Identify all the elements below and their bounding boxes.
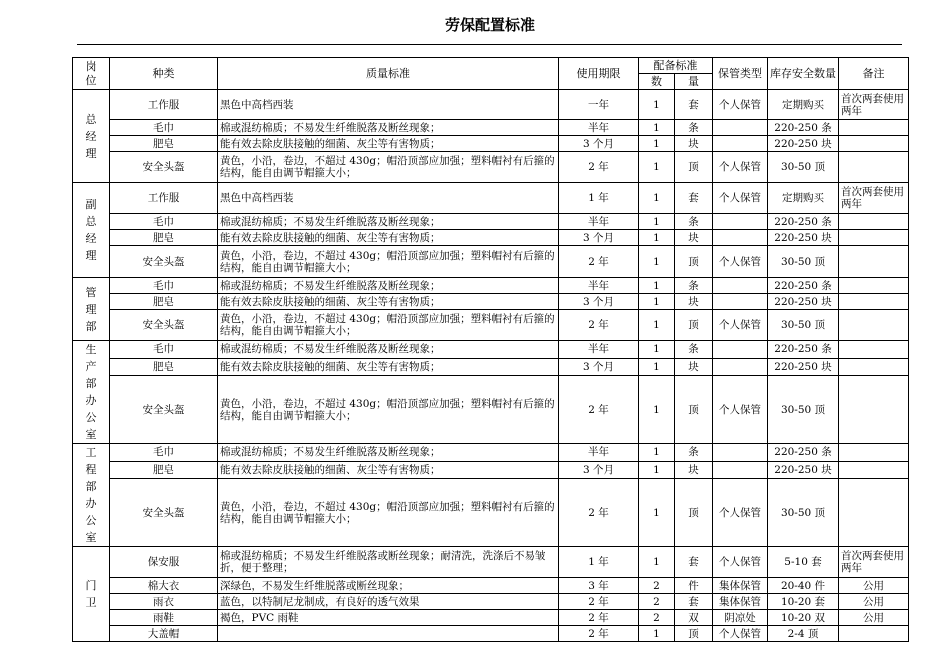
stock-cell: 2-4 顶 bbox=[768, 626, 839, 642]
period-cell: 一年 bbox=[559, 90, 639, 120]
post-char: 部 bbox=[85, 377, 97, 390]
post-cell bbox=[73, 547, 110, 642]
table-row bbox=[73, 310, 909, 341]
storage-cell bbox=[713, 136, 768, 152]
storage-cell bbox=[713, 278, 768, 294]
header-unit: 量 bbox=[675, 74, 713, 90]
unit-cell: 条 bbox=[675, 214, 713, 230]
table-row bbox=[73, 136, 909, 152]
remark-cell bbox=[839, 294, 909, 310]
stock-cell: 30-50 顶 bbox=[768, 152, 839, 183]
storage-cell: 个人保管 bbox=[713, 376, 768, 444]
quality-cell: 能有效去除皮肤接触的细菌、灰尘等有害物质； bbox=[218, 358, 559, 376]
qty-cell: 1 bbox=[639, 358, 675, 376]
header-stock: 库存安全数量 bbox=[768, 58, 839, 90]
remark-cell bbox=[839, 214, 909, 230]
storage-cell bbox=[713, 444, 768, 462]
qty-cell: 1 bbox=[639, 376, 675, 444]
table-row bbox=[73, 183, 909, 214]
stock-cell: 20-40 件 bbox=[768, 578, 839, 594]
unit-cell: 顶 bbox=[675, 152, 713, 183]
storage-cell: 个人保管 bbox=[713, 479, 768, 547]
type-cell: 毛巾 bbox=[110, 120, 218, 136]
stock-cell: 5-10 套 bbox=[768, 547, 839, 578]
unit-cell: 套 bbox=[675, 547, 713, 578]
type-cell: 安全头盔 bbox=[110, 152, 218, 183]
storage-cell: 个人保管 bbox=[713, 90, 768, 120]
unit-cell: 块 bbox=[675, 461, 713, 479]
qty-cell: 1 bbox=[639, 90, 675, 120]
stock-cell: 30-50 顶 bbox=[768, 479, 839, 547]
post-cell bbox=[73, 183, 110, 278]
storage-cell: 集体保管 bbox=[713, 594, 768, 610]
post-cell bbox=[73, 90, 110, 183]
post-char: 卫 bbox=[85, 596, 97, 609]
title-rule bbox=[77, 44, 902, 45]
post-cell bbox=[73, 341, 110, 444]
type-cell: 毛巾 bbox=[110, 278, 218, 294]
stock-cell: 10-20 套 bbox=[768, 594, 839, 610]
quality-cell: 棉或混纺棉质；不易发生纤维脱落及断丝现象； bbox=[218, 444, 559, 462]
post-char: 室 bbox=[85, 531, 97, 544]
stock-cell: 220-250 条 bbox=[768, 214, 839, 230]
quality-cell: 深绿色，不易发生纤维脱落或断丝现象； bbox=[218, 578, 559, 594]
table-row bbox=[73, 246, 909, 278]
qty-cell: 2 bbox=[639, 610, 675, 626]
table-row bbox=[73, 594, 909, 610]
storage-cell: 个人保管 bbox=[713, 310, 768, 341]
post-char: 总 bbox=[85, 215, 97, 228]
qty-cell: 1 bbox=[639, 310, 675, 341]
stock-cell: 220-250 块 bbox=[768, 358, 839, 376]
table-row bbox=[73, 578, 909, 594]
period-cell: 2 年 bbox=[559, 376, 639, 444]
stock-cell: 220-250 条 bbox=[768, 120, 839, 136]
table-row bbox=[73, 479, 909, 547]
qty-cell: 1 bbox=[639, 136, 675, 152]
stock-cell: 30-50 顶 bbox=[768, 310, 839, 341]
period-cell: 2 年 bbox=[559, 479, 639, 547]
table-body bbox=[73, 58, 909, 642]
qty-cell: 1 bbox=[639, 230, 675, 246]
header-type: 种类 bbox=[110, 58, 218, 90]
remark-cell: 公用 bbox=[839, 594, 909, 610]
table-row bbox=[73, 90, 909, 120]
post-char: 门 bbox=[85, 579, 97, 592]
storage-cell: 个人保管 bbox=[713, 152, 768, 183]
period-cell: 3 个月 bbox=[559, 461, 639, 479]
header-remark: 备注 bbox=[839, 58, 909, 90]
qty-cell: 1 bbox=[639, 214, 675, 230]
type-cell: 大盖帽 bbox=[110, 626, 218, 642]
period-cell: 3 个月 bbox=[559, 358, 639, 376]
period-cell: 2 年 bbox=[559, 246, 639, 278]
type-cell: 保安服 bbox=[110, 547, 218, 578]
unit-cell: 条 bbox=[675, 278, 713, 294]
remark-cell bbox=[839, 376, 909, 444]
stock-cell: 220-250 块 bbox=[768, 294, 839, 310]
header-allocation: 配备标准 bbox=[639, 58, 713, 74]
remark-cell: 首次两套使用两年 bbox=[839, 547, 909, 578]
period-cell: 1 年 bbox=[559, 183, 639, 214]
quality-cell: 棉或混纺棉质；不易发生纤维脱落及断丝现象； bbox=[218, 120, 559, 136]
unit-cell: 套 bbox=[675, 594, 713, 610]
post-char: 部 bbox=[85, 319, 97, 333]
period-cell: 2 年 bbox=[559, 594, 639, 610]
unit-cell: 顶 bbox=[675, 626, 713, 642]
remark-cell bbox=[839, 152, 909, 183]
remark-cell: 公用 bbox=[839, 578, 909, 594]
post-char: 理 bbox=[85, 302, 97, 316]
post-char: 生 bbox=[85, 343, 97, 356]
table-row bbox=[73, 294, 909, 310]
header-post bbox=[73, 58, 110, 90]
table-row bbox=[73, 358, 909, 376]
post-char: 总 bbox=[85, 112, 97, 126]
period-cell: 3 个月 bbox=[559, 136, 639, 152]
table-row bbox=[73, 444, 909, 462]
qty-cell: 1 bbox=[639, 152, 675, 183]
page-title: 劳保配置标准 bbox=[444, 16, 535, 34]
storage-cell: 个人保管 bbox=[713, 246, 768, 278]
table-row bbox=[73, 610, 909, 626]
storage-cell bbox=[713, 230, 768, 246]
remark-cell: 公用 bbox=[839, 610, 909, 626]
table-row bbox=[73, 230, 909, 246]
storage-cell: 个人保管 bbox=[713, 626, 768, 642]
period-cell: 2 年 bbox=[559, 152, 639, 183]
type-cell: 工作服 bbox=[110, 183, 218, 214]
header-post-char: 位 bbox=[85, 73, 97, 87]
quality-cell: 黄色，小沿，卷边，不超过 430g；帽沿顶部应加强；塑料帽衬有后箍的结构，能自由调节帽箍大小； bbox=[218, 246, 559, 278]
period-cell: 半年 bbox=[559, 214, 639, 230]
stock-cell: 220-250 块 bbox=[768, 461, 839, 479]
qty-cell: 1 bbox=[639, 278, 675, 294]
stock-cell: 30-50 顶 bbox=[768, 376, 839, 444]
storage-cell bbox=[713, 214, 768, 230]
unit-cell: 套 bbox=[675, 183, 713, 214]
stock-cell: 定期购买 bbox=[768, 90, 839, 120]
table-row bbox=[73, 376, 909, 444]
quality-cell: 棉或混纺棉质；不易发生纤维脱落及断丝现象； bbox=[218, 341, 559, 359]
remark-cell bbox=[839, 246, 909, 278]
storage-cell bbox=[713, 294, 768, 310]
quality-cell: 黄色，小沿，卷边，不超过 430g；帽沿顶部应加强；塑料帽衬有后箍的结构，能自由调节帽箍大小； bbox=[218, 479, 559, 547]
type-cell: 雨鞋 bbox=[110, 610, 218, 626]
period-cell: 半年 bbox=[559, 444, 639, 462]
qty-cell: 1 bbox=[639, 626, 675, 642]
stock-cell: 30-50 顶 bbox=[768, 246, 839, 278]
qty-cell: 1 bbox=[639, 461, 675, 479]
storage-cell: 集体保管 bbox=[713, 578, 768, 594]
remark-cell bbox=[839, 310, 909, 341]
type-cell: 雨衣 bbox=[110, 594, 218, 610]
table-row bbox=[73, 278, 909, 294]
post-char: 经 bbox=[85, 129, 97, 143]
period-cell: 半年 bbox=[559, 120, 639, 136]
unit-cell: 块 bbox=[675, 358, 713, 376]
type-cell: 安全头盔 bbox=[110, 310, 218, 341]
unit-cell: 块 bbox=[675, 294, 713, 310]
remark-cell bbox=[839, 479, 909, 547]
header-quality: 质量标准 bbox=[218, 58, 559, 90]
quality-cell: 能有效去除皮肤接触的细菌、灰尘等有害物质； bbox=[218, 230, 559, 246]
remark-cell bbox=[839, 444, 909, 462]
stock-cell: 220-250 块 bbox=[768, 230, 839, 246]
qty-cell: 1 bbox=[639, 294, 675, 310]
post-char: 副 bbox=[85, 198, 97, 211]
equipment-table bbox=[72, 57, 909, 642]
storage-cell bbox=[713, 358, 768, 376]
post-char: 部 bbox=[85, 480, 97, 493]
post-cell bbox=[73, 278, 110, 341]
remark-cell bbox=[839, 278, 909, 294]
quality-cell: 黄色，小沿，卷边，不超过 430g；帽沿顶部应加强；塑料帽衬有后箍的结构，能自由调节帽箍大小； bbox=[218, 152, 559, 183]
type-cell: 棉大衣 bbox=[110, 578, 218, 594]
quality-cell: 能有效去除皮肤接触的细菌、灰尘等有害物质； bbox=[218, 461, 559, 479]
quality-cell: 黄色，小沿，卷边，不超过 430g；帽沿顶部应加强；塑料帽衬有后箍的结构，能自由调节帽箍大小； bbox=[218, 376, 559, 444]
remark-cell bbox=[839, 626, 909, 642]
remark-cell bbox=[839, 136, 909, 152]
post-char: 室 bbox=[85, 428, 97, 441]
quality-cell: 褐色，PVC 雨鞋 bbox=[218, 610, 559, 626]
table-row bbox=[73, 341, 909, 359]
stock-cell: 220-250 条 bbox=[768, 278, 839, 294]
type-cell: 毛巾 bbox=[110, 444, 218, 462]
unit-cell: 块 bbox=[675, 136, 713, 152]
type-cell: 肥皂 bbox=[110, 294, 218, 310]
type-cell: 肥皂 bbox=[110, 358, 218, 376]
remark-cell bbox=[839, 358, 909, 376]
qty-cell: 1 bbox=[639, 479, 675, 547]
header-post-char: 岗 bbox=[85, 59, 97, 73]
table-row bbox=[73, 214, 909, 230]
period-cell: 3 个月 bbox=[559, 230, 639, 246]
post-char: 管 bbox=[85, 285, 97, 299]
type-cell: 安全头盔 bbox=[110, 246, 218, 278]
qty-cell: 2 bbox=[639, 594, 675, 610]
period-cell: 2 年 bbox=[559, 610, 639, 626]
header-storage: 保管类型 bbox=[713, 58, 768, 90]
type-cell: 肥皂 bbox=[110, 461, 218, 479]
quality-cell: 黄色，小沿，卷边，不超过 430g；帽沿顶部应加强；塑料帽衬有后箍的结构，能自由调节帽箍大小； bbox=[218, 310, 559, 341]
type-cell: 安全头盔 bbox=[110, 479, 218, 547]
post-cell bbox=[73, 444, 110, 547]
stock-cell: 10-20 双 bbox=[768, 610, 839, 626]
post-char: 理 bbox=[85, 146, 97, 160]
qty-cell: 1 bbox=[639, 183, 675, 214]
storage-cell: 个人保管 bbox=[713, 547, 768, 578]
remark-cell bbox=[839, 341, 909, 359]
quality-cell bbox=[218, 626, 559, 642]
remark-cell: 首次两套使用两年 bbox=[839, 183, 909, 214]
table-row bbox=[73, 120, 909, 136]
quality-cell: 能有效去除皮肤接触的细菌、灰尘等有害物质； bbox=[218, 294, 559, 310]
unit-cell: 双 bbox=[675, 610, 713, 626]
period-cell: 1 年 bbox=[559, 547, 639, 578]
stock-cell: 220-250 块 bbox=[768, 136, 839, 152]
remark-cell bbox=[839, 461, 909, 479]
storage-cell: 个人保管 bbox=[713, 183, 768, 214]
remark-cell bbox=[839, 120, 909, 136]
table-row bbox=[73, 626, 909, 642]
qty-cell: 2 bbox=[639, 578, 675, 594]
storage-cell bbox=[713, 120, 768, 136]
qty-cell: 1 bbox=[639, 444, 675, 462]
quality-cell: 蓝色，以特制尼龙制成，有良好的透气效果 bbox=[218, 594, 559, 610]
post-char: 公 bbox=[85, 514, 97, 527]
remark-cell bbox=[839, 230, 909, 246]
table-row bbox=[73, 547, 909, 578]
quality-cell: 黑色中高档西装 bbox=[218, 90, 559, 120]
quality-cell: 棉或混纺棉质；不易发生纤维脱落及断丝现象； bbox=[218, 278, 559, 294]
post-char: 产 bbox=[85, 360, 97, 373]
qty-cell: 1 bbox=[639, 246, 675, 278]
unit-cell: 条 bbox=[675, 120, 713, 136]
type-cell: 肥皂 bbox=[110, 230, 218, 246]
stock-cell: 220-250 条 bbox=[768, 341, 839, 359]
remark-cell: 首次两套使用两年 bbox=[839, 90, 909, 120]
period-cell: 3 个月 bbox=[559, 294, 639, 310]
post-char: 经 bbox=[85, 232, 97, 245]
post-char: 办 bbox=[85, 394, 97, 407]
qty-cell: 1 bbox=[639, 120, 675, 136]
period-cell: 3 年 bbox=[559, 578, 639, 594]
quality-cell: 棉或混纺棉质；不易发生纤维脱落及断丝现象； bbox=[218, 214, 559, 230]
header-period: 使用期限 bbox=[559, 58, 639, 90]
post-char: 理 bbox=[85, 249, 97, 262]
period-cell: 2 年 bbox=[559, 626, 639, 642]
unit-cell: 顶 bbox=[675, 479, 713, 547]
type-cell: 毛巾 bbox=[110, 341, 218, 359]
unit-cell: 件 bbox=[675, 578, 713, 594]
unit-cell: 套 bbox=[675, 90, 713, 120]
type-cell: 工作服 bbox=[110, 90, 218, 120]
type-cell: 毛巾 bbox=[110, 214, 218, 230]
quality-cell: 黑色中高档西装 bbox=[218, 183, 559, 214]
quality-cell: 棉或混纺棉质；不易发生纤维脱落或断丝现象；耐清洗，洗涤后不易皱折，便于整理； bbox=[218, 547, 559, 578]
qty-cell: 1 bbox=[639, 547, 675, 578]
unit-cell: 顶 bbox=[675, 246, 713, 278]
unit-cell: 顶 bbox=[675, 376, 713, 444]
storage-cell: 阴凉处 bbox=[713, 610, 768, 626]
period-cell: 半年 bbox=[559, 278, 639, 294]
unit-cell: 块 bbox=[675, 230, 713, 246]
unit-cell: 顶 bbox=[675, 310, 713, 341]
period-cell: 2 年 bbox=[559, 310, 639, 341]
stock-cell: 定期购买 bbox=[768, 183, 839, 214]
unit-cell: 条 bbox=[675, 341, 713, 359]
header-qty: 数 bbox=[639, 74, 675, 90]
type-cell: 安全头盔 bbox=[110, 376, 218, 444]
qty-cell: 1 bbox=[639, 341, 675, 359]
post-char: 工 bbox=[85, 446, 97, 459]
type-cell: 肥皂 bbox=[110, 136, 218, 152]
quality-cell: 能有效去除皮肤接触的细菌、灰尘等有害物质； bbox=[218, 136, 559, 152]
table-row bbox=[73, 152, 909, 183]
post-char: 公 bbox=[85, 411, 97, 424]
post-char: 程 bbox=[85, 463, 97, 476]
period-cell: 半年 bbox=[559, 341, 639, 359]
header-row bbox=[73, 58, 909, 74]
table-row bbox=[73, 461, 909, 479]
storage-cell bbox=[713, 461, 768, 479]
storage-cell bbox=[713, 341, 768, 359]
unit-cell: 条 bbox=[675, 444, 713, 462]
post-char: 办 bbox=[85, 497, 97, 510]
stock-cell: 220-250 条 bbox=[768, 444, 839, 462]
